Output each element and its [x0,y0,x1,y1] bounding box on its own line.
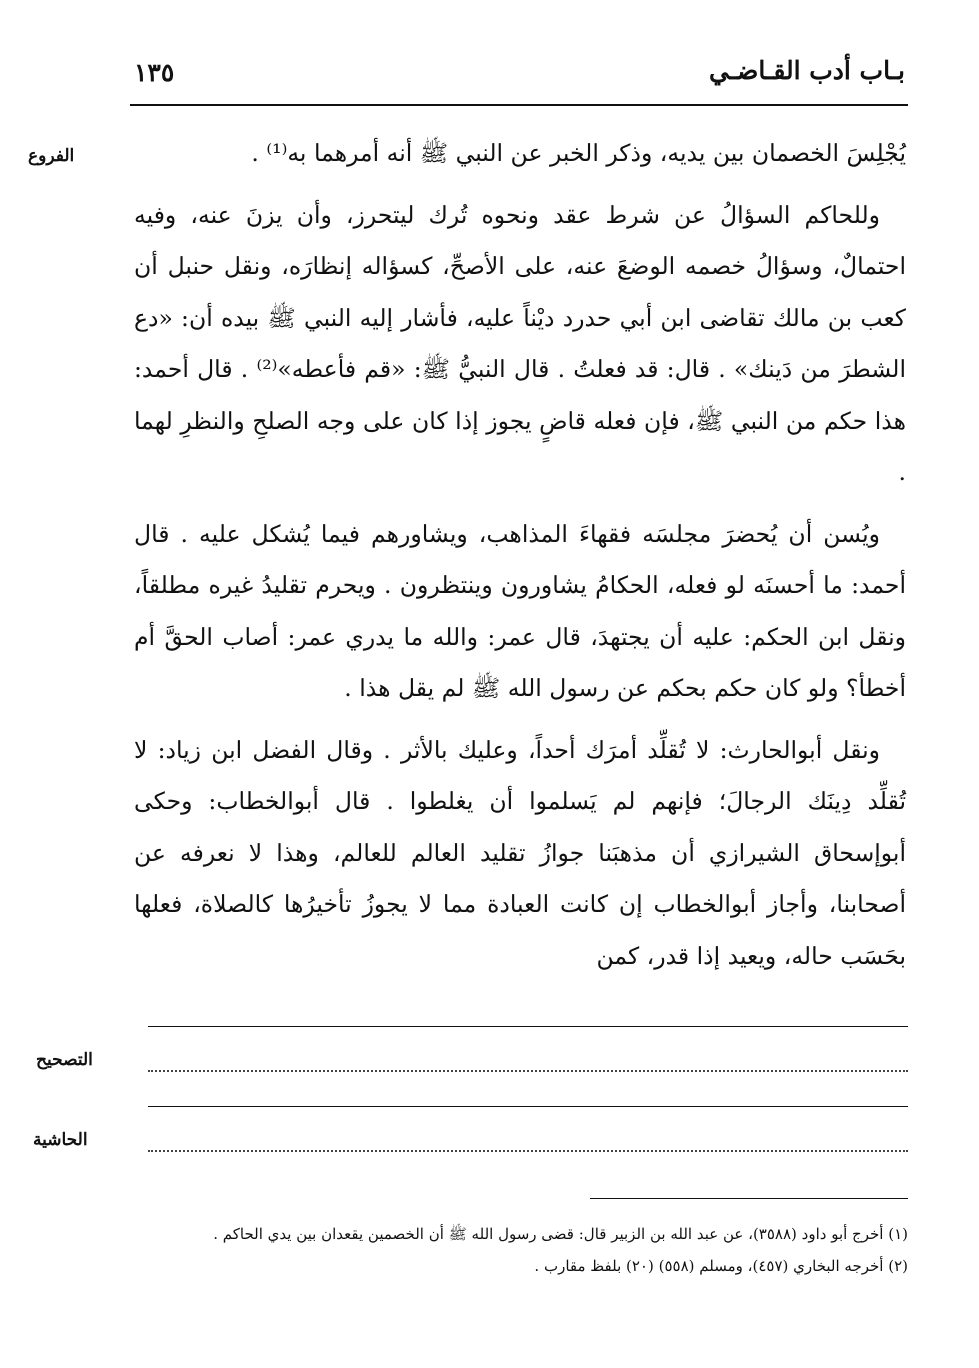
form-middle-rule [148,1106,908,1107]
correction-label: التصحيح [36,1050,93,1070]
annotation-label: الحاشية [33,1130,88,1150]
correction-dotted-line [148,1070,908,1072]
annotation-dotted-line [148,1150,908,1152]
footnote-1: (١) أخرج أبو داود (٣٥٨٨)، عن عبد الله بن الزبير قال: قضى رسول الله ﷺ أن الخصمين يقعدان بين يدي الحاكم . [213,1225,908,1243]
paragraph: ونقل أبوالحارث: لا تُقلِّد أمرَك أحداً، وعليك بالأثر . وقال الفضل ابن زياد: لا تُقلِّد دِينَك الرجالَ؛ فإنهم لم يَسلموا أن يغلطوا . قال أبوالخطاب: وحكى أبوإسحاق الشيرازي أن مذهبَنا جوازُ تقليد العالم للعالم، وهذا لا نعرفه عن أصحابنا، وأجاز أبوالخطاب إن كانت العبادة مما لا يجوزُ تأخيرُها كالصلاة، فعلها بحَسَب حاله، ويعيد إذا قدر، كمن [134,735,907,970]
header-rule [130,104,908,106]
footnote-2: (٢) أخرجه البخاري (٤٥٧)، ومسلم (٥٥٨) (٢٠) بلفظ مقارب . [534,1257,908,1275]
chapter-title: بـاب أدب القـاضـي [709,56,905,85]
section-label-furu: الفروع [28,146,75,166]
form-top-rule [148,1026,908,1027]
paragraph: ويُسن أن يُحضرَ مجلسَه فقهاءَ المذاهب، ويشاورهم فيما يُشكل عليه . قال أحمد: ما أحسنَه لو فعله، الحكامُ يشاورون وينتظرون . ويحرم تقليدُ غيره مطلقاً، ونقل ابن الحكم: عليه أن يجتهدَ، قال عمر: والله ما يدري عمر: أصاب الحقَّ أم أخطأ؟ ولو كان حكم بحكم عن رسول الله ﷺ لم يقل هذا . [134,519,906,702]
footnotes [213,1218,908,1282]
main-text [134,128,906,982]
page-number: ١٣٥ [134,58,175,87]
paragraph: يُجْلِسَ الخصمان بين يديه، وذكر الخبر عن النبي ﷺ أنه أمرهما به⁽¹⁾ . [251,139,906,167]
footnote-rule [590,1198,908,1199]
paragraph: وللحاكم السؤالُ عن شرط عقد ونحوه تُرك ليتحرز، وأن يزنَ عنه، وفيه احتمالٌ، وسؤالُ خصمه الوضعَ عنه، على الأصحِّ، كسؤاله إنظارَه، ونقل حنبل أن كعب بن مالك تقاضى ابن أبي حدرد ديْناً عليه، فأشار إليه النبي ﷺ بيده أن: «دع الشطرَ من دَينك» . قال: قد فعلتُ . قال النبيُّ ﷺ: «قم فأعطه»⁽²⁾ . قال أحمد: هذا حكم من النبي ﷺ، فإن فعله قاضٍ يجوز إذا كان على وجه الصلحِ والنظرِ لهما . [134,200,906,486]
